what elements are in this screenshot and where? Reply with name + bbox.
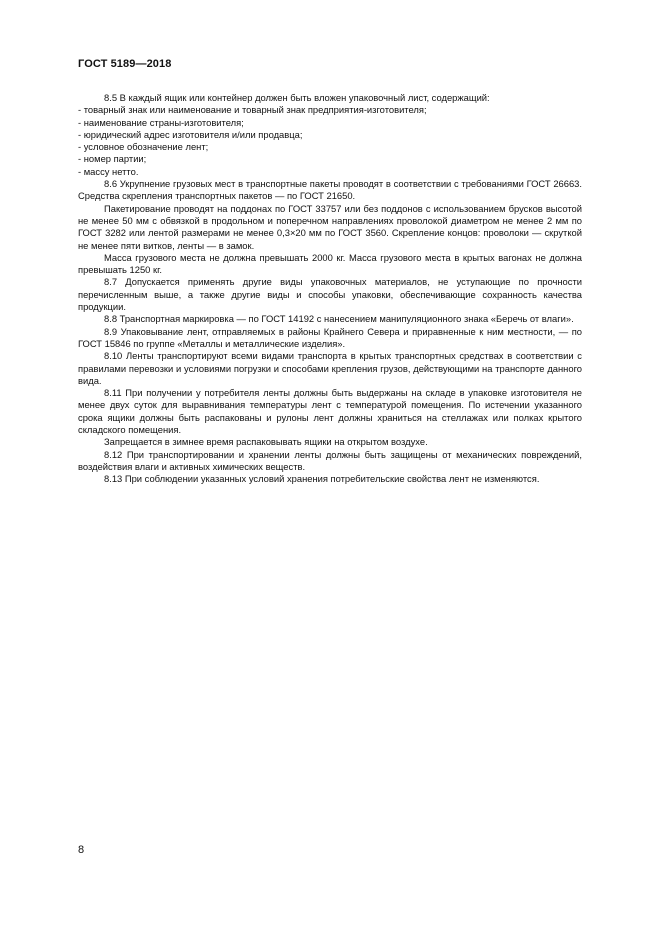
paragraph-cargo-mass: Масса грузового места не должна превышать 2000 кг. Масса грузового места в крытых вагонах не должна превышать 1250 кг. [78, 251, 582, 276]
paragraph-8-13: 8.13 При соблюдении указанных условий хранения потребительские свойства лент не изменяются. [104, 473, 540, 485]
paragraph-winter-prohibition: Запрещается в зимнее время распаковывать ящики на открытом воздухе. [104, 436, 428, 448]
paragraph-8-10: 8.10 Ленты транспортируют всеми видами транспорта в крытых транспортных средствах в соответствии с правилами перевозки и условиями погрузки и способами крепления грузов, действующими на транспорте данного вида. [78, 350, 582, 386]
document-header: ГОСТ 5189—2018 [78, 58, 172, 70]
paragraph-8-7: 8.7 Допускается применять другие виды упаковочных материалов, не уступающие по прочности перечисленным выше, а также другие виды и способы упаковки, обеспечивающие сохранность качества продукции. [78, 276, 582, 313]
list-item: - юридический адрес изготовителя и/или продавца; [78, 128, 303, 140]
paragraph-8-9: 8.9 Упаковывание лент, отправляемых в районы Крайнего Севера и приравненные к ним местности, — по ГОСТ 15846 по группе «Металлы и металлические изделия». [78, 325, 582, 349]
paragraph-8-12: 8.12 При транспортировании и хранении ленты должны быть защищены от механических повреждений, воздействия влаги и активных химических веществ. [78, 448, 582, 472]
paragraph-palletizing: Пакетирование проводят на поддонах по ГОСТ 33757 или без поддонов с использованием брусков высотой не менее 50 мм с обвязкой в продольном и поперечном направлениях проволокой диаметром не менее 2 мм по ГОСТ 3282 или лентой размерами не менее 0,3×20 мм по ГОСТ 3560. Скрепление концов: проволоки — скруткой не менее пяти витков, ленты — в замок. [78, 202, 582, 251]
list-item: - массу нетто. [78, 165, 139, 177]
document-body [78, 92, 582, 486]
list-item: - товарный знак или наименование и товарный знак предприятия-изготовителя; [78, 104, 427, 116]
paragraph-8-11: 8.11 При получении у потребителя ленты должны быть выдержаны на складе в упаковке изготовителя не менее двух суток для выравнивания температуры лент с температурой помещения. По истечении указанного срока ящики должны быть распакованы и рулоны лент должны храниться на стеллажах или полках крытого складского помещения. [78, 387, 582, 436]
paragraph-8-8: 8.8 Транспортная маркировка — по ГОСТ 14192 с нанесением манипуляционного знака «Беречь от влаги». [104, 313, 574, 325]
list-item: - условное обозначение лент; [78, 141, 209, 153]
section-8-5-intro: 8.5 В каждый ящик или контейнер должен быть вложен упаковочный лист, содержащий: [104, 92, 490, 103]
page-number: 8 [78, 844, 85, 856]
paragraph-8-6: 8.6 Укрупнение грузовых мест в транспортные пакеты проводят в соответствии с требованиями ГОСТ 26663. Средства скрепления транспортных пакетов — по ГОСТ 21650. [78, 178, 582, 202]
list-item: - наименование страны-изготовителя; [78, 116, 244, 128]
list-item: - номер партии; [78, 153, 147, 165]
